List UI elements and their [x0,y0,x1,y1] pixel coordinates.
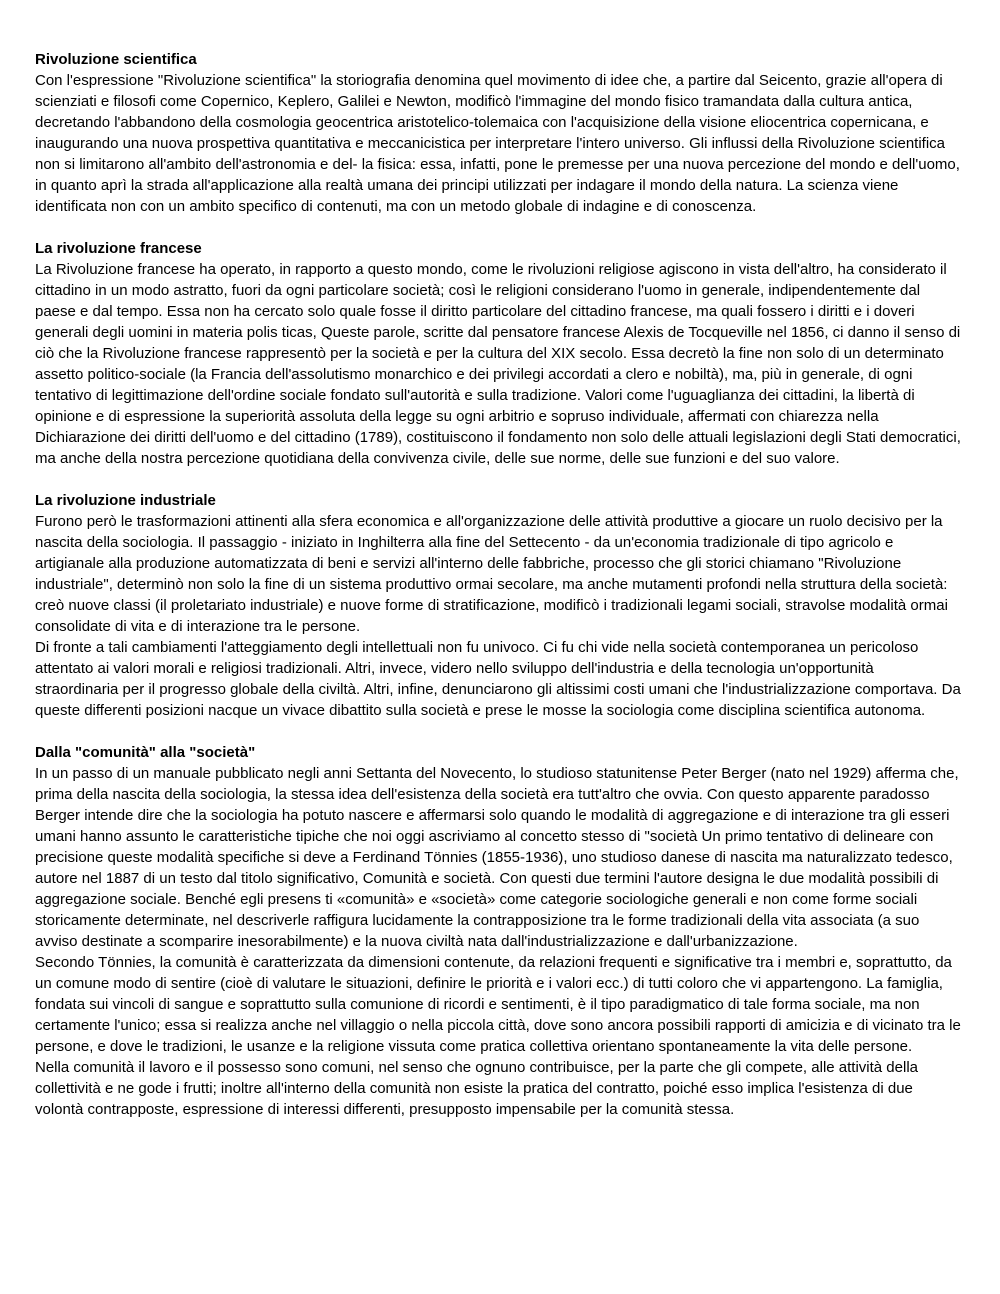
section-rivoluzione-francese [35,238,961,469]
section-comunita-societa [35,742,961,1120]
section-paragraph: Nella comunità il lavoro e il possesso sono comuni, nel senso che ognuno contribuisce, per la parte che gli compete, alle attività della collettività e ne gode i frutti; inoltre all'interno della comunità non esiste la pratica del contratto, poiché esso implica l'esistenza di due volontà contrapposte, espressione di interessi differenti, presupposto impensabile per la comunità stessa. [35,1059,918,1118]
section-paragraph: Di fronte a tali cambiamenti l'atteggiamento degli intellettuali non fu univoco. Ci fu chi vide nella società contemporanea un pericoloso attentato ai valori morali e religiosi tradizionali. Altri, invece, videro nello sviluppo dell'industria e della tecnologia un'opportunità straordinaria per il progresso globale della civiltà. Altri, infine, denunciarono gli altissimi costi umani che l'industrializzazione comportava. Da queste differenti posizioni nacque un vivace dibattito sulla società e prese le mosse la sociologia come disciplina scientifica autonoma. [35,639,961,719]
section-rivoluzione-industriale [35,490,961,721]
section-paragraph: In un passo di un manuale pubblicato negli anni Settanta del Novecento, lo studioso statunitense Peter Berger (nato nel 1929) afferma che, prima della nascita della sociologia, la stessa idea dell'esistenza della società era tutt'altro che ovvia. Con questo apparente paradosso Berger intende dire che la sociologia ha potuto nascere e affermarsi solo quando le modalità di aggregazione e di interazione tra gli esseri umani hanno assunto le caratteristiche tipiche che noi oggi ascriviamo al concetto stesso di "società Un primo tentativo di delineare con precisione queste modalità specifiche si deve a Ferdinand Tönnies (1855-1936), uno studioso danese di nascita ma naturalizzato tedesco, autore nel 1887 di un testo dal titolo significativo, Comunità e società. Con questi due termini l'autore designa le due modalità possibili di aggregazione sociale. Benché egli presens ti «comunità» e «società» come categorie sociologiche generali e non come forme sociali storicamente determinate, nel descriverle raffigura lucidamente la contrapposizione tra le forme tradizionali della vita associata (a suo avviso destinate a scomparire inesorabilmente) e la nuova civiltà nata dall'industrializzazione e dall'urbanizzazione. [35,765,959,950]
section-heading: La rivoluzione francese [35,240,202,257]
section-rivoluzione-scientifica [35,49,961,217]
document-page [35,49,961,1141]
section-paragraph: Secondo Tönnies, la comunità è caratterizzata da dimensioni contenute, da relazioni frequenti e significative tra i membri e, soprattutto, da un comune modo di sentire (cioè di valutare le situazioni, definire le priorità e i valori ecc.) di tutti coloro che vi appartengono. La famiglia, fondata sui vincoli di sangue e soprattutto sulla comunione di ricordi e sentimenti, è il tipo paradigmatico di tale forma sociale, ma non certamente l'unico; essa si realizza anche nel villaggio o nella piccola città, dove sono ancora possibili rapporti di amicizia e di vicinato tra le persone, e dove le tradizioni, le usanze e la religione vissuta come pratica collettiva orientano spontaneamente la vita delle persone. [35,954,961,1055]
section-paragraph: Furono però le trasformazioni attinenti alla sfera economica e all'organizzazione delle attività produttive a giocare un ruolo decisivo per la nascita della sociologia. Il passaggio - iniziato in Inghilterra alla fine del Settecento - da un'economia tradizionale di tipo agricolo e artigianale alla produzione automatizzata di beni e servizi all'interno delle fabbriche, processo che gli storici chiamano "Rivoluzione industriale", determinò non solo la fine di un sistema produttivo ormai secolare, ma anche mutamenti profondi nella struttura della società: creò nuove classi (il proletariato industriale) e nuove forme di stratificazione, modificò i tradizionali legami sociali, stravolse modalità ormai consolidate di vita e di interazione tra le persone. [35,513,948,635]
section-heading: La rivoluzione industriale [35,492,216,509]
section-heading: Rivoluzione scientifica [35,51,197,68]
section-paragraph: La Rivoluzione francese ha operato, in rapporto a questo mondo, come le rivoluzioni religiose agiscono in vista dell'altro, ha considerato il cittadino in un modo astratto, fuori da ogni particolare società; così le religioni considerano l'uomo in generale, indipendentemente dal paese e dal tempo. Essa non ha cercato solo quale fosse il diritto particolare del cittadino francese, ma quali fossero i diritti e i doveri generali degli uomini in materia polis ticas, Queste parole, scritte dal pensatore francese Alexis de Tocqueville nel 1856, ci danno il senso di ciò che la Rivoluzione francese rappresentò per la società e per la cultura del XIX secolo. Essa decretò la fine non solo di un determinato assetto politico-sociale (la Francia dell'assolutismo monarchico e dei privilegi accordati a clero e nobiltà), ma, più in generale, di ogni tentativo di legittimazione dell'ordine sociale fondato sull'autorità e sulla tradizione. Valori come l'uguaglianza dei cittadini, la libertà di opinione e di espressione la superiorità assoluta della legge su ogni arbitrio e sopruso individuale, affermati con chiarezza nella Dichiarazione dei diritti dell'uomo e del cittadino (1789), costituiscono il fondamento non solo delle attuali legislazioni degli Stati democratici, ma anche della nostra percezione quotidiana della convivenza civile, delle sue norme, delle sue funzioni e del suo valore. [35,261,961,467]
section-paragraph: Con l'espressione "Rivoluzione scientifica" la storiografia denomina quel movimento di idee che, a partire dal Seicento, grazie all'opera di scienziati e filosofi come Copernico, Keplero, Galilei e Newton, modificò l'immagine del mondo fisico tramandata dalla cultura antica, decretando l'abbandono della cosmologia geocentrica aristotelico-tolemaica con l'acquisizione della visione eliocentrica copernicana, e inaugurando una nuova prospettiva quantitativa e meccanicistica per interpretare l'intero universo. Gli influssi della Rivoluzione scientifica non si limitarono all'ambito dell'astronomia e del- la fisica: essa, infatti, pone le premesse per una nuova percezione del mondo e dell'uomo, in quanto aprì la strada all'applicazione alla realtà umana dei principi utilizzati per indagare il mondo della natura. La scienza viene identificata non con un ambito specifico di contenuti, ma con un metodo globale di indagine e di conoscenza. [35,72,960,215]
section-heading: Dalla "comunità" alla "società" [35,744,256,761]
